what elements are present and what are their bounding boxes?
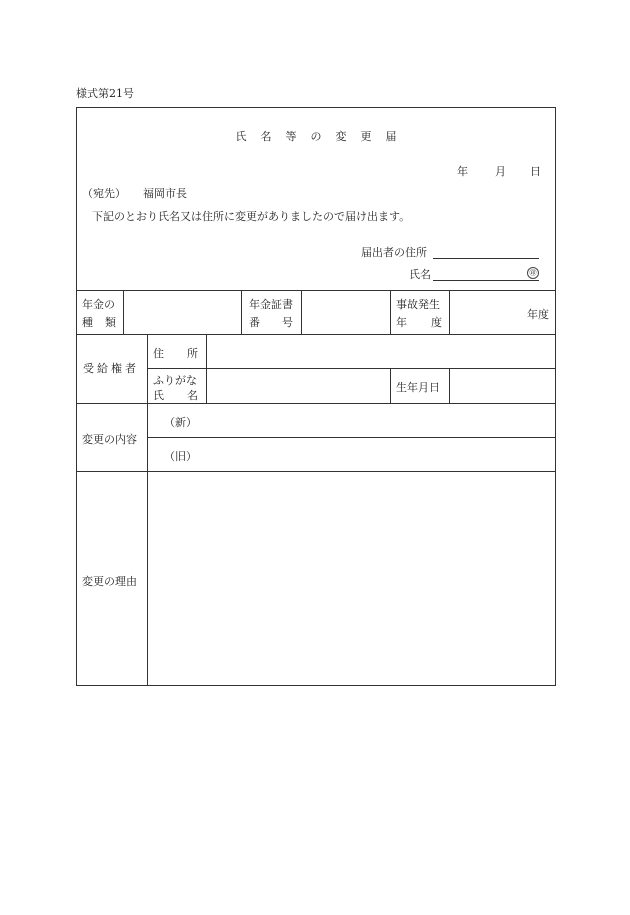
label-char: 氏 [153, 389, 164, 402]
col-divider [301, 290, 302, 334]
row-divider [77, 290, 555, 291]
label-char: 番 [249, 316, 260, 329]
applicant-address-label: 届出者の住所 [361, 246, 427, 259]
fiscal-year-suffix: 年度 [527, 308, 549, 321]
date-year: 年 [457, 165, 468, 178]
col-divider [449, 290, 450, 334]
col-divider [449, 368, 450, 403]
col-divider [390, 368, 391, 403]
pension-type-label-1: 年金の [82, 298, 115, 311]
pension-type-label-2 [82, 314, 116, 330]
change-reason-label: 変更の理由 [82, 575, 137, 588]
title-char: 届 [385, 130, 397, 143]
row-divider [77, 471, 555, 472]
col-divider [123, 290, 124, 334]
date-day: 日 [530, 165, 541, 178]
row-divider [77, 403, 555, 404]
beneficiary-label: 受給権者 [83, 362, 139, 375]
col-divider [390, 290, 391, 334]
change-old-label: （旧） [164, 450, 197, 463]
label-char: 類 [105, 316, 116, 329]
form-title [77, 128, 555, 144]
change-content-label: 変更の内容 [82, 433, 137, 446]
title-char: の [310, 130, 322, 143]
label-char: 号 [282, 316, 293, 329]
label-char: 所 [187, 347, 198, 360]
beneficiary-address-label [153, 345, 198, 361]
addressee-name: 福岡市長 [143, 187, 187, 200]
applicant-address-line[interactable] [433, 258, 539, 259]
row-divider [147, 437, 555, 438]
label-char: 年 [396, 316, 407, 329]
statement: 下記のとおり氏名又は住所に変更がありましたので届け出ます。 [92, 210, 411, 223]
incident-year-label-1: 事故発生 [396, 298, 440, 311]
row-divider [147, 368, 555, 369]
beneficiary-name-label [153, 387, 198, 403]
title-char: 変 [335, 130, 347, 143]
change-new-label: （新） [164, 416, 197, 429]
col-divider [206, 334, 207, 403]
form-table [76, 107, 556, 686]
birthdate-label: 生年月日 [396, 381, 440, 394]
label-char: 種 [82, 316, 93, 329]
title-char: 名 [260, 130, 272, 143]
cert-number-label-2 [249, 314, 293, 330]
furigana-label: ふりがな [153, 374, 197, 387]
title-char: 更 [360, 130, 372, 143]
col-divider [241, 290, 242, 334]
cert-number-label-1: 年金証書 [249, 298, 293, 311]
label-char: 住 [153, 347, 164, 360]
label-char: 度 [431, 316, 442, 329]
form-number: 様式第21号 [76, 87, 134, 100]
applicant-name-line[interactable] [433, 280, 539, 281]
row-divider [77, 334, 555, 335]
incident-year-label-2 [396, 314, 442, 330]
date-month: 月 [495, 165, 506, 178]
title-char: 氏 [235, 130, 247, 143]
col-divider [147, 334, 148, 685]
seal-icon: ㊞ [527, 267, 539, 279]
title-char: 等 [285, 130, 297, 143]
applicant-name-label: 氏名 [409, 268, 431, 281]
addressee-prefix: （宛先） [82, 187, 126, 200]
label-char: 名 [187, 389, 198, 402]
